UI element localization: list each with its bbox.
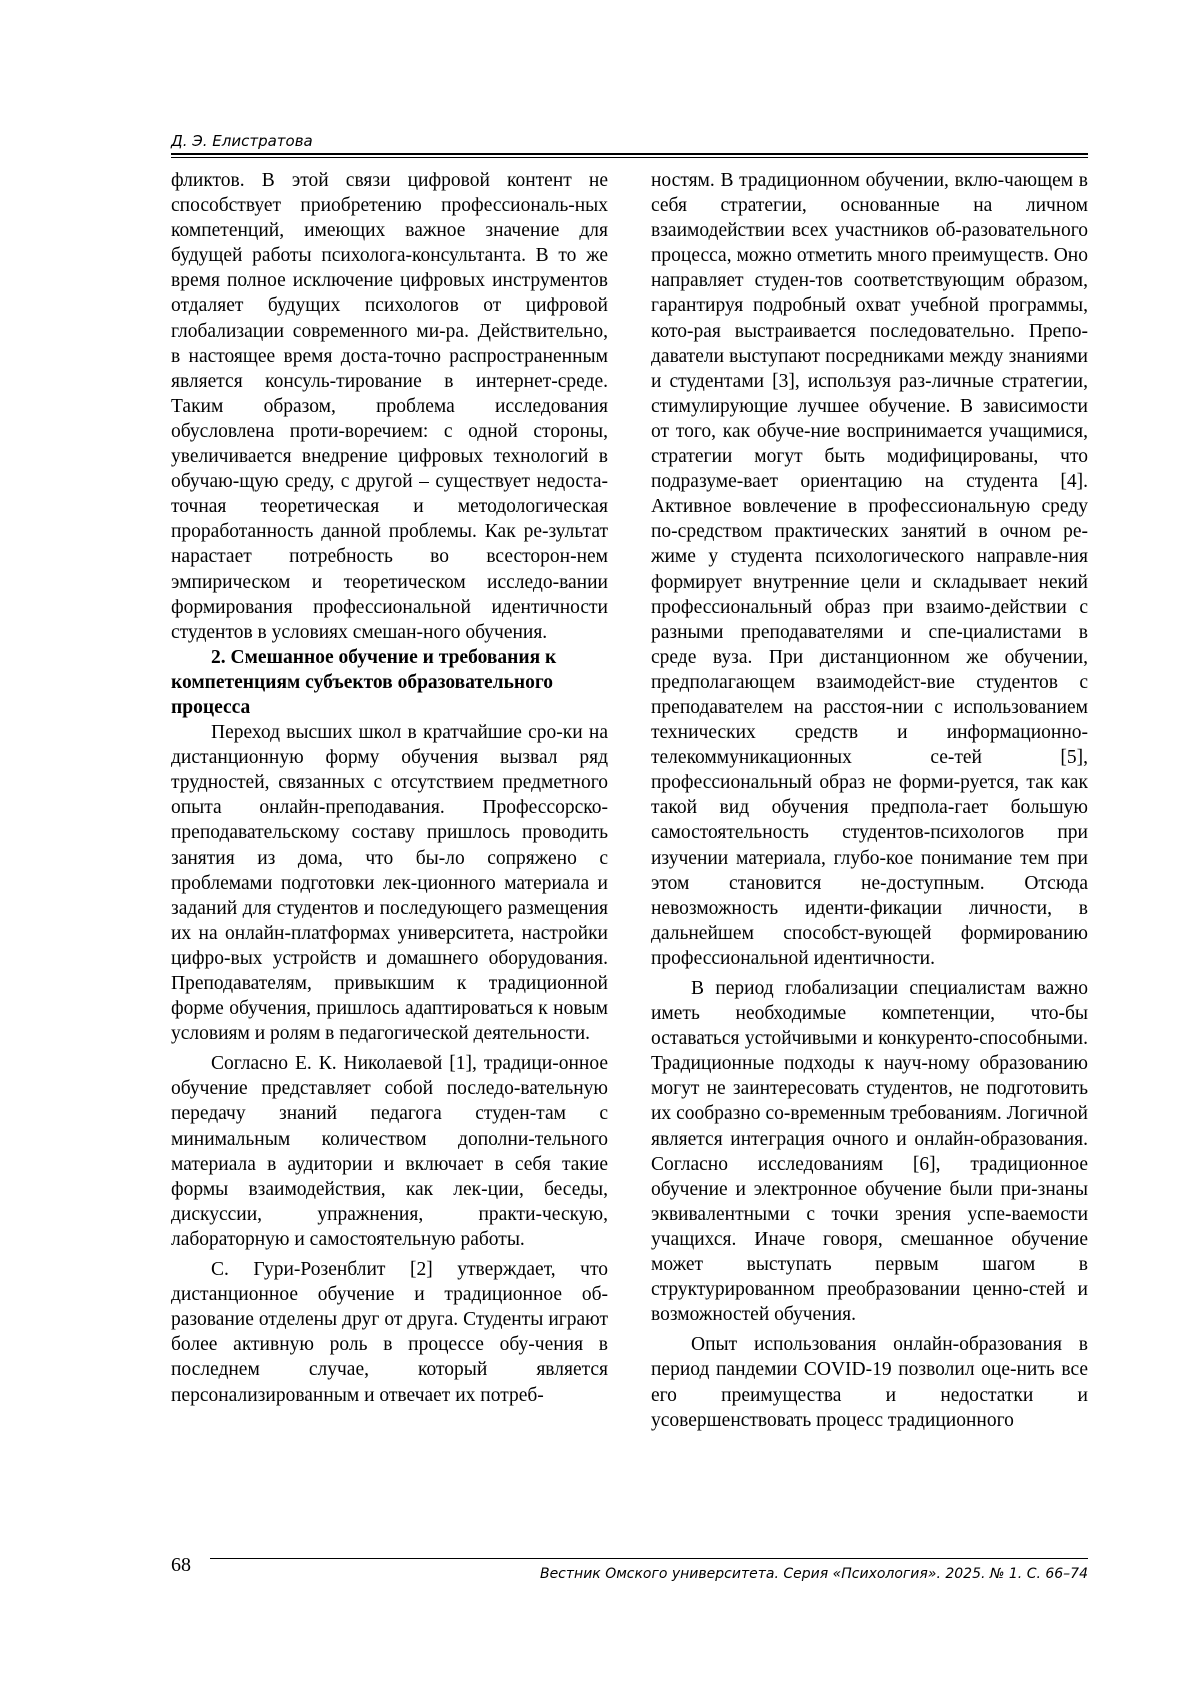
footer-rule: [210, 1558, 1088, 1559]
header-rule-thin: [171, 157, 1088, 158]
page-number: 68: [171, 1554, 191, 1576]
paragraph: Согласно Е. К. Николаевой [1], традици-онное обучение представляет собой последо-вательную передачу знаний педагога студен-там с минимальным количеством дополни-тельного материала в аудитории и включает в себя такие формы взаимодействия, как лек-ции, беседы, дискуссии, упражнения, практи-ческую, лабораторную и самостоятельную работы.: [171, 1053, 608, 1250]
paragraph: Переход высших школ в кратчайшие сро-ки на дистанционную форму обучения вызвал ряд трудностей, связанных с отсутствием предметного опыта онлайн-преподавания. Профессорско-преподавательскому составу пришлось проводить занятия из дома, что бы-ло сопряжено с проблемами подготовки лек-ционного материала и заданий для студентов и последующего размещения их на онлайн-платформах университета, настройки цифро-вых устройств и домашнего оборудования. Преподавателям, привыкшим к традиционной форме обучения, пришлось адаптироваться к новым условиям и ролям в педагогической деятельности.: [171, 722, 608, 1045]
paragraph: Опыт использования онлайн-образования в период пандемии COVID-19 позволил оце-нить все его преимущества и недостатки и усовершенствовать процесс традиционного: [651, 1334, 1088, 1431]
journal-citation: Вестник Омского университета. Серия «Психология». 2025. № 1. С. 66–74: [539, 1566, 1088, 1582]
section-heading: 2. Смешанное обучение и требования к компетенциям субъектов образовательного процесса: [171, 646, 557, 718]
paragraph: фликтов. В этой связи цифровой контент не способствует приобретению профессиональ-ных компетенций, имеющих важное значение для будущей работы психолога-консультанта. В то же время полное исключение цифровых инструментов отдаляет будущих психологов от цифровой глобализации современного ми-ра. Действительно, в настоящее время доста-точно распространенным является консуль-тирование в интернет-среде. Таким образом, проблема исследования обусловлена проти-воречием: с одной стороны, увеличивается внедрение цифровых технологий в обучаю-щую среду, с другой – существует недоста-точная теоретическая и методологическая проработанность данной проблемы. Как ре-зультат нарастает потребность во всесторон-нем эмпирическом и теоретическом исследо-вании формирования профессиональной идентичности студентов в условиях смешан-ного обучения.: [171, 170, 608, 643]
paragraph: В период глобализации специалистам важно иметь необходимые компетенции, что-бы оставаться устойчивыми и конкуренто-способными. Традиционные подходы к науч-ному образованию могут не заинтересовать студентов, не подготовить их сообразно со-временным требованиям. Логичной является интеграция очного и онлайн-образования. Согласно исследованиям [6], традиционное обучение и электронное обучение были при-знаны эквивалентными с точки зрения успе-ваемости учащихся. Иначе говоря, смешанное обучение может выступать первым шагом в структурированном преобразовании ценно-стей и возможностей обучения.: [651, 978, 1088, 1326]
running-head-author: Д. Э. Елистратова: [171, 132, 313, 150]
paragraph: ностям. В традиционном обучении, вклю-чающем в себя стратегии, основанные на личном взаимодействии всех участников об-разовательного процесса, можно отметить много преимуществ. Оно направляет студен-тов соответствующим образом, гарантируя подробный охват учебной программы, кото-рая выстраивается последовательно. Препо-даватели выступают посредниками между знаниями и студентами [3], используя раз-личные стратегии, стимулирующие лучшее обучение. В зависимости от того, как обуче-ние воспринимается учащимися, стратегии могут быть модифицированы, что подразуме-вает ориентацию на студента [4]. Активное вовлечение в профессиональную среду по-средством практических занятий в очном ре-жиме у студента психологического направле-ния формирует внутренние цели и складывает некий профессиональный образ при взаимо-действии с разными преподавателями и спе-циалистами в среде вуза. При дистанционном же обучении, предполагающем взаимодейст-вие студентов с преподавателем на расстоя-нии с использованием технических средств и информационно-телекоммуникационных се-тей [5], профессиональный образ не форми-руется, так как такой вид обучения предпола-гает большую самостоятельность студентов-психологов при изучении материала, глубо-кое понимание тем при этом становится не-доступным. Отсюда невозможность иденти-фикации личности, в дальнейшем способст-вующей формированию профессиональной идентичности.: [651, 170, 1088, 969]
paragraph: С. Гури-Розенблит [2] утверждает, что дистанционное обучение и традиционное об-разование отделены друг от друга. Студенты играют более активную роль в процессе обу-чения в последнем случае, который является персонализированным и отвечает их потреб-: [171, 1259, 608, 1406]
right-column: [651, 168, 1088, 1433]
left-column: [171, 168, 608, 1408]
header-rule: [171, 153, 1088, 155]
